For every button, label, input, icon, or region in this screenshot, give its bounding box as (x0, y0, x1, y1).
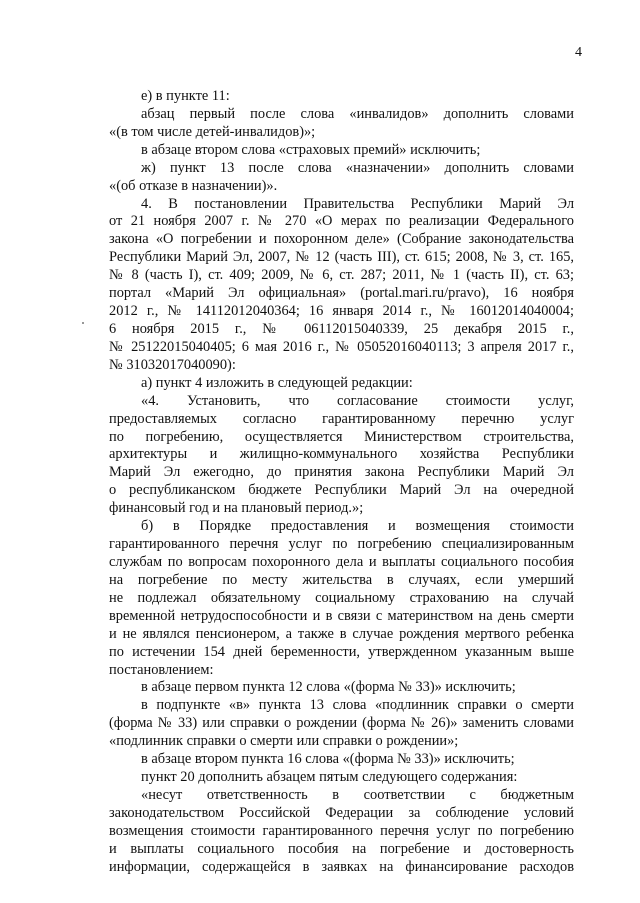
text-line: постановлением: (109, 661, 214, 678)
text-line: № 25122015040405; 6 мая 2016 г., № 05052016040113; 3 апреля 2017 г., (109, 338, 574, 355)
text-line: 4. В постановлении Правительства Республики Марий Эл (141, 195, 574, 212)
text-line: предоставляемых согласно гарантированному перечню услуг (109, 410, 574, 427)
text-line: 6 ноября 2015 г., № 06112015040339, 25 декабря 2015 г., (109, 320, 574, 337)
text-line: о республиканском бюджете Республики Марий Эл на очередной (109, 482, 574, 499)
text-line: по истечении 154 дней беременности, утвержденном указанным выше (109, 643, 574, 660)
text-line: Марий Эл ежегодно, до принятия закона Республики Марий Эл (109, 464, 574, 481)
text-line: портал «Марий Эл официальная» (portal.mari.ru/pravo), 16 ноября (109, 285, 574, 302)
text-line: (форма № 33) или справки о рождении (форма № 26)» заменить словами (109, 715, 574, 732)
text-line: б) в Порядке предоставления и возмещения стоимости (141, 518, 574, 535)
scan-artifact-dot (82, 322, 84, 324)
text-line: службам по вопросам похоронного дела и выплаты социального пособия (109, 553, 574, 570)
text-line: абзац первый после слова «инвалидов» дополнить словами (141, 105, 574, 122)
text-line: «подлинник справки о смерти или справки о рождении»; (109, 733, 459, 750)
text-line: № 31032017040090): (109, 356, 236, 373)
text-line: в подпункте «в» пункта 13 слова «подлинник справки о смерти (141, 697, 574, 714)
text-line: информации, содержащейся в заявках на финансирование расходов (109, 858, 574, 875)
page-number: 4 (575, 45, 582, 60)
text-line: и не являлся пенсионером, а также в случае рождения мертвого ребенка (109, 625, 574, 642)
text-line: архитектуры и жилищно-коммунального хозяйства Республики (109, 446, 574, 463)
text-line: ж) пункт 13 после слова «назначении» дополнить словами (141, 159, 574, 176)
text-line: возмещения стоимости гарантированного перечня услуг по погребению (109, 822, 574, 839)
text-line: 2012 г., № 14112012040364; 16 января 2014 г., № 16012014040004; (109, 303, 574, 320)
text-line: № 8 (часть I), ст. 409; 2009, № 6, ст. 287; 2011, № 1 (часть II), ст. 63; (109, 267, 574, 284)
text-line: в абзаце первом пункта 12 слова «(форма № 33)» исключить; (141, 679, 516, 696)
text-line: Республики Марий Эл, 2007, № 12 (часть III), ст. 615; 2008, № 3, ст. 165, (109, 249, 574, 266)
text-line: финансовый год и на плановый период.»; (109, 500, 364, 517)
text-line: не подлежал обязательному социальному страхованию на случай (109, 589, 574, 606)
text-line: по погребению, осуществляется Министерством строительства, (109, 428, 574, 445)
text-line: а) пункт 4 изложить в следующей редакции: (141, 374, 413, 391)
text-line: на погребение по месту жительства в случаях, если умерший (109, 571, 574, 588)
text-line: временной нетрудоспособности и в связи с материнством на день смерти (109, 607, 574, 624)
text-line: и выплаты социального пособия на погребение и достоверность (109, 840, 574, 857)
text-line: в абзаце втором слова «страховых премий» исключить; (141, 141, 481, 158)
text-line: гарантированного перечня услуг по погребению специализированным (109, 536, 574, 553)
text-line: от 21 ноября 2007 г. № 270 «О мерах по реализации Федерального (109, 213, 574, 230)
text-line: е) в пункте 11: (141, 88, 230, 104)
text-line: законодательством Российской Федерации за соблюдение условий (109, 804, 574, 821)
text-line: «(об отказе в назначении)». (109, 177, 278, 194)
text-line: пункт 20 дополнить абзацем пятым следующего содержания: (141, 769, 518, 786)
text-line: в абзаце втором пункта 16 слова «(форма № 33)» исключить; (141, 751, 515, 768)
document-body (109, 88, 574, 877)
text-line: «4. Установить, что согласование стоимости услуг, (141, 392, 574, 409)
text-line: «несут ответственность в соответствии с бюджетным (141, 786, 574, 803)
text-line: закона «О погребении и похоронном деле» (Собрание законодательства (109, 231, 574, 248)
text-line: «(в том числе детей-инвалидов)»; (109, 123, 316, 140)
